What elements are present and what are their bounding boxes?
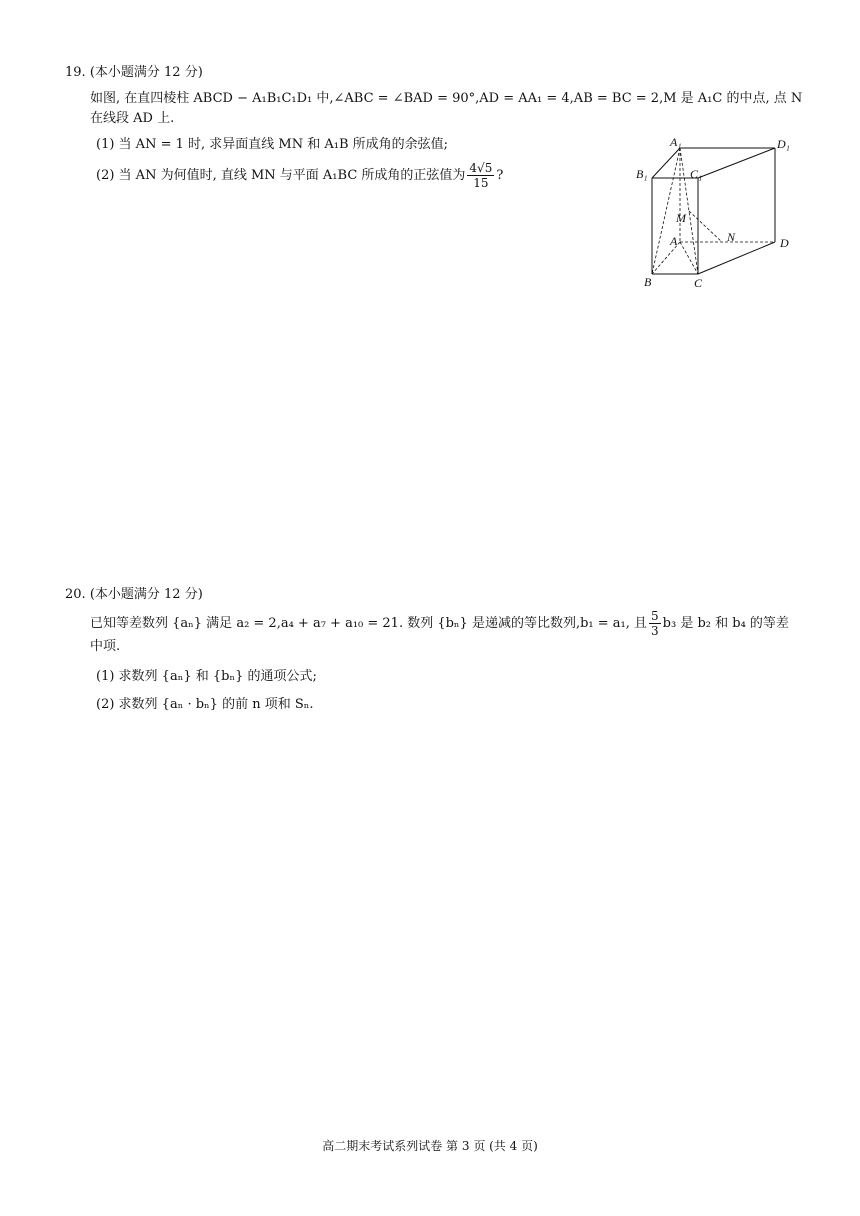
q20-stem-line2: 中项. (90, 639, 121, 654)
label-M: M (676, 211, 686, 225)
q19-stem-line2: 在线段 AD 上. (90, 111, 175, 126)
q20-stem-text: 已知等差数列 {aₙ} 满足 a₂ = 2,a₄ + a₇ + a₁₀ = 21. 数列 {bₙ} 是递减的等比数列,b₁ = a₁, 且 (90, 616, 648, 631)
page-footer: 高二期末考试系列试卷 第 3 页 (共 4 页) (322, 1139, 538, 1153)
q19-stem-line1: 如图, 在直四棱柱 ABCD − A₁B₁C₁D₁ 中,∠ABC = ∠BAD = 90°,AD = AA₁ = 4,AB = BC = 2,M 是 A₁C 的中点, 点 N (90, 91, 803, 106)
q20-part1: (1) 求数列 {aₙ} 和 {bₙ} 的通项公式; (96, 669, 317, 684)
label-A: A (670, 234, 678, 248)
label-C1: C₁ (690, 167, 703, 181)
q19-fraction-numerator: 4√5 (469, 161, 493, 175)
q20-points: (本小题满分 12 分) (89, 587, 203, 602)
q19-header (65, 64, 203, 82)
q20-stem-end: b₃ 是 b₂ 和 b₄ 的等差 (662, 616, 789, 631)
q20-fraction (649, 609, 661, 638)
label-C: C (694, 276, 703, 290)
q20-header (65, 586, 203, 604)
label-B1: B₁ (636, 167, 648, 181)
q20-stem-line1 (90, 608, 789, 640)
prism-figure (630, 134, 805, 294)
q19-part2-end: ? (496, 168, 504, 183)
label-N: N (727, 230, 736, 244)
q19-fraction (467, 161, 494, 190)
label-D: D (780, 236, 789, 250)
q19-points: (本小题满分 12 分) (89, 65, 203, 80)
q20-number: 20. (65, 587, 86, 602)
q20-part2: (2) 求数列 {aₙ · bₙ} 的前 n 项和 Sₙ. (96, 697, 314, 712)
q19-number: 19. (65, 65, 86, 80)
q19-part2 (96, 160, 503, 192)
q20-fraction-denominator: 3 (651, 624, 659, 638)
label-B: B (644, 275, 652, 289)
q19-fraction-denominator: 15 (473, 176, 489, 190)
label-A1: A₁ (670, 135, 682, 149)
q19-part2-text: (2) 当 AN 为何值时, 直线 MN 与平面 A₁BC 所成角的正弦值为 (96, 168, 466, 183)
q19-part1: (1) 当 AN = 1 时, 求异面直线 MN 和 A₁B 所成角的余弦值; (96, 137, 449, 152)
q20-fraction-numerator: 5 (651, 609, 659, 623)
label-D1: D₁ (777, 137, 790, 151)
